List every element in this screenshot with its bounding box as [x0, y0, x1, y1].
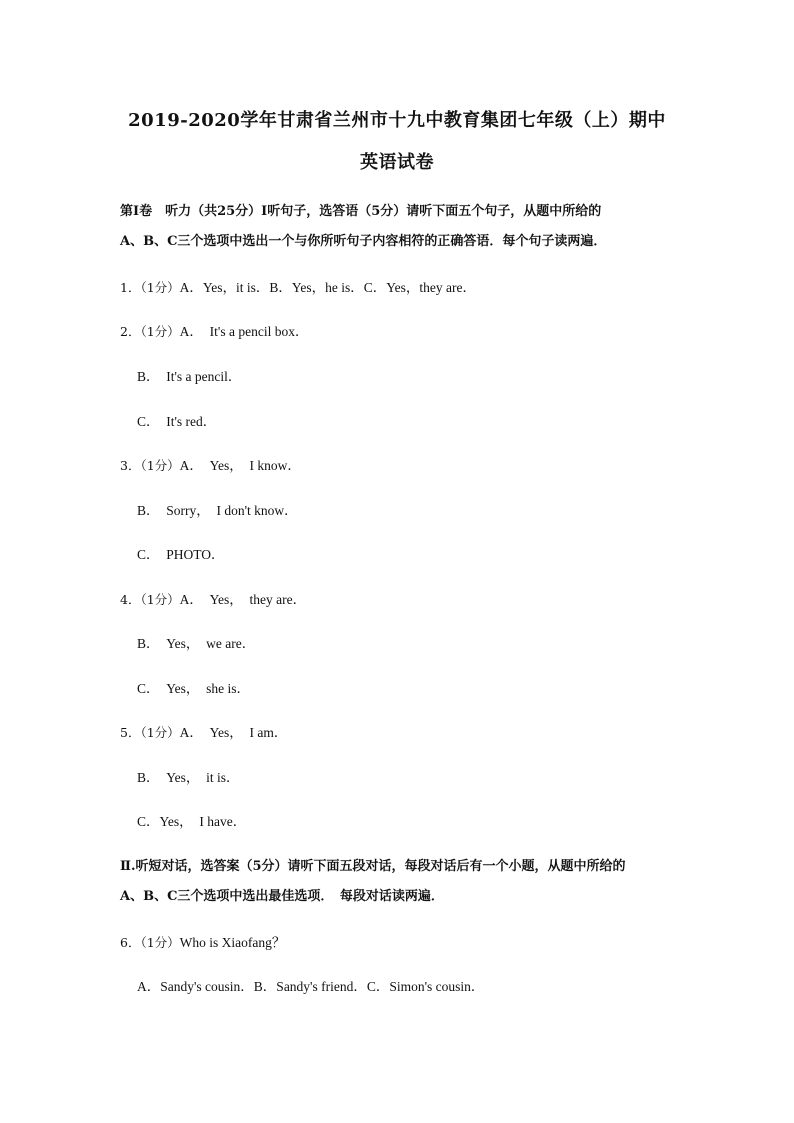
question-4-option-a: A． Yes， they are． [179, 592, 307, 607]
document-title-line-1: 2019-2020学年甘肃省兰州市十九中教育集团七年级（上）期中 [128, 110, 666, 131]
question-3-option-a: A． Yes， I know． [179, 458, 301, 473]
question-3-option-c: C． PHOTO． [137, 547, 225, 562]
question-3 [120, 454, 301, 474]
question-2-option-a: A． It's a pencil box． [179, 324, 309, 339]
question-5-option-b: B． Yes， it is． [137, 770, 240, 785]
question-5-prefix: 5．（1分） [120, 725, 180, 740]
question-6 [120, 931, 285, 951]
question-6-prefix: 6．（1分） [120, 935, 180, 950]
question-4-option-c: C． Yes， she is． [137, 681, 251, 696]
section-2-instruction-line-1: Ⅱ.听短对话，选答案（5分）请听下面五段对话，每段对话后有一个小题，从题中所给的 [120, 859, 626, 874]
section-2-instruction-line-2: A、B、C三个选项中选出最佳选项． 每段对话读两遍． [120, 889, 444, 904]
question-1-prefix: 1．（1分） [120, 280, 180, 295]
question-1-options: A．Yes，it is．B．Yes，he is．C．Yes，they are． [179, 280, 476, 295]
question-5-option-c: C．Yes， I have． [137, 814, 247, 829]
question-4-option-b: B． Yes， we are． [137, 636, 256, 651]
question-4 [120, 588, 306, 608]
question-2-option-c: C． It's red． [137, 414, 217, 429]
section-1-instruction-line-1: 第Ⅰ卷 听力（共25分）Ⅰ听句子，选答语（5分）请听下面五个句子，从题中所给的 [120, 204, 602, 219]
question-2-option-b: B． It's a pencil． [137, 369, 242, 384]
question-2 [120, 320, 308, 340]
question-6-options: A．Sandy's cousin．B．Sandy's friend．C．Simon's cousin． [137, 979, 485, 994]
section-1-instruction-line-2: A、B、C三个选项中选出一个与你所听句子内容相符的正确答语．每个句子读两遍． [120, 234, 607, 249]
question-6-stem: Who is Xiaofang？ [179, 935, 286, 950]
question-5 [120, 721, 287, 741]
question-3-prefix: 3．（1分） [120, 458, 180, 473]
document-title-line-2: 英语试卷 [360, 152, 434, 173]
question-3-option-b: B． Sorry， I don't know． [137, 503, 298, 518]
question-1 [120, 276, 476, 296]
question-4-prefix: 4．（1分） [120, 592, 180, 607]
question-2-prefix: 2．（1分） [120, 324, 180, 339]
question-5-option-a: A． Yes， I am． [179, 725, 288, 740]
